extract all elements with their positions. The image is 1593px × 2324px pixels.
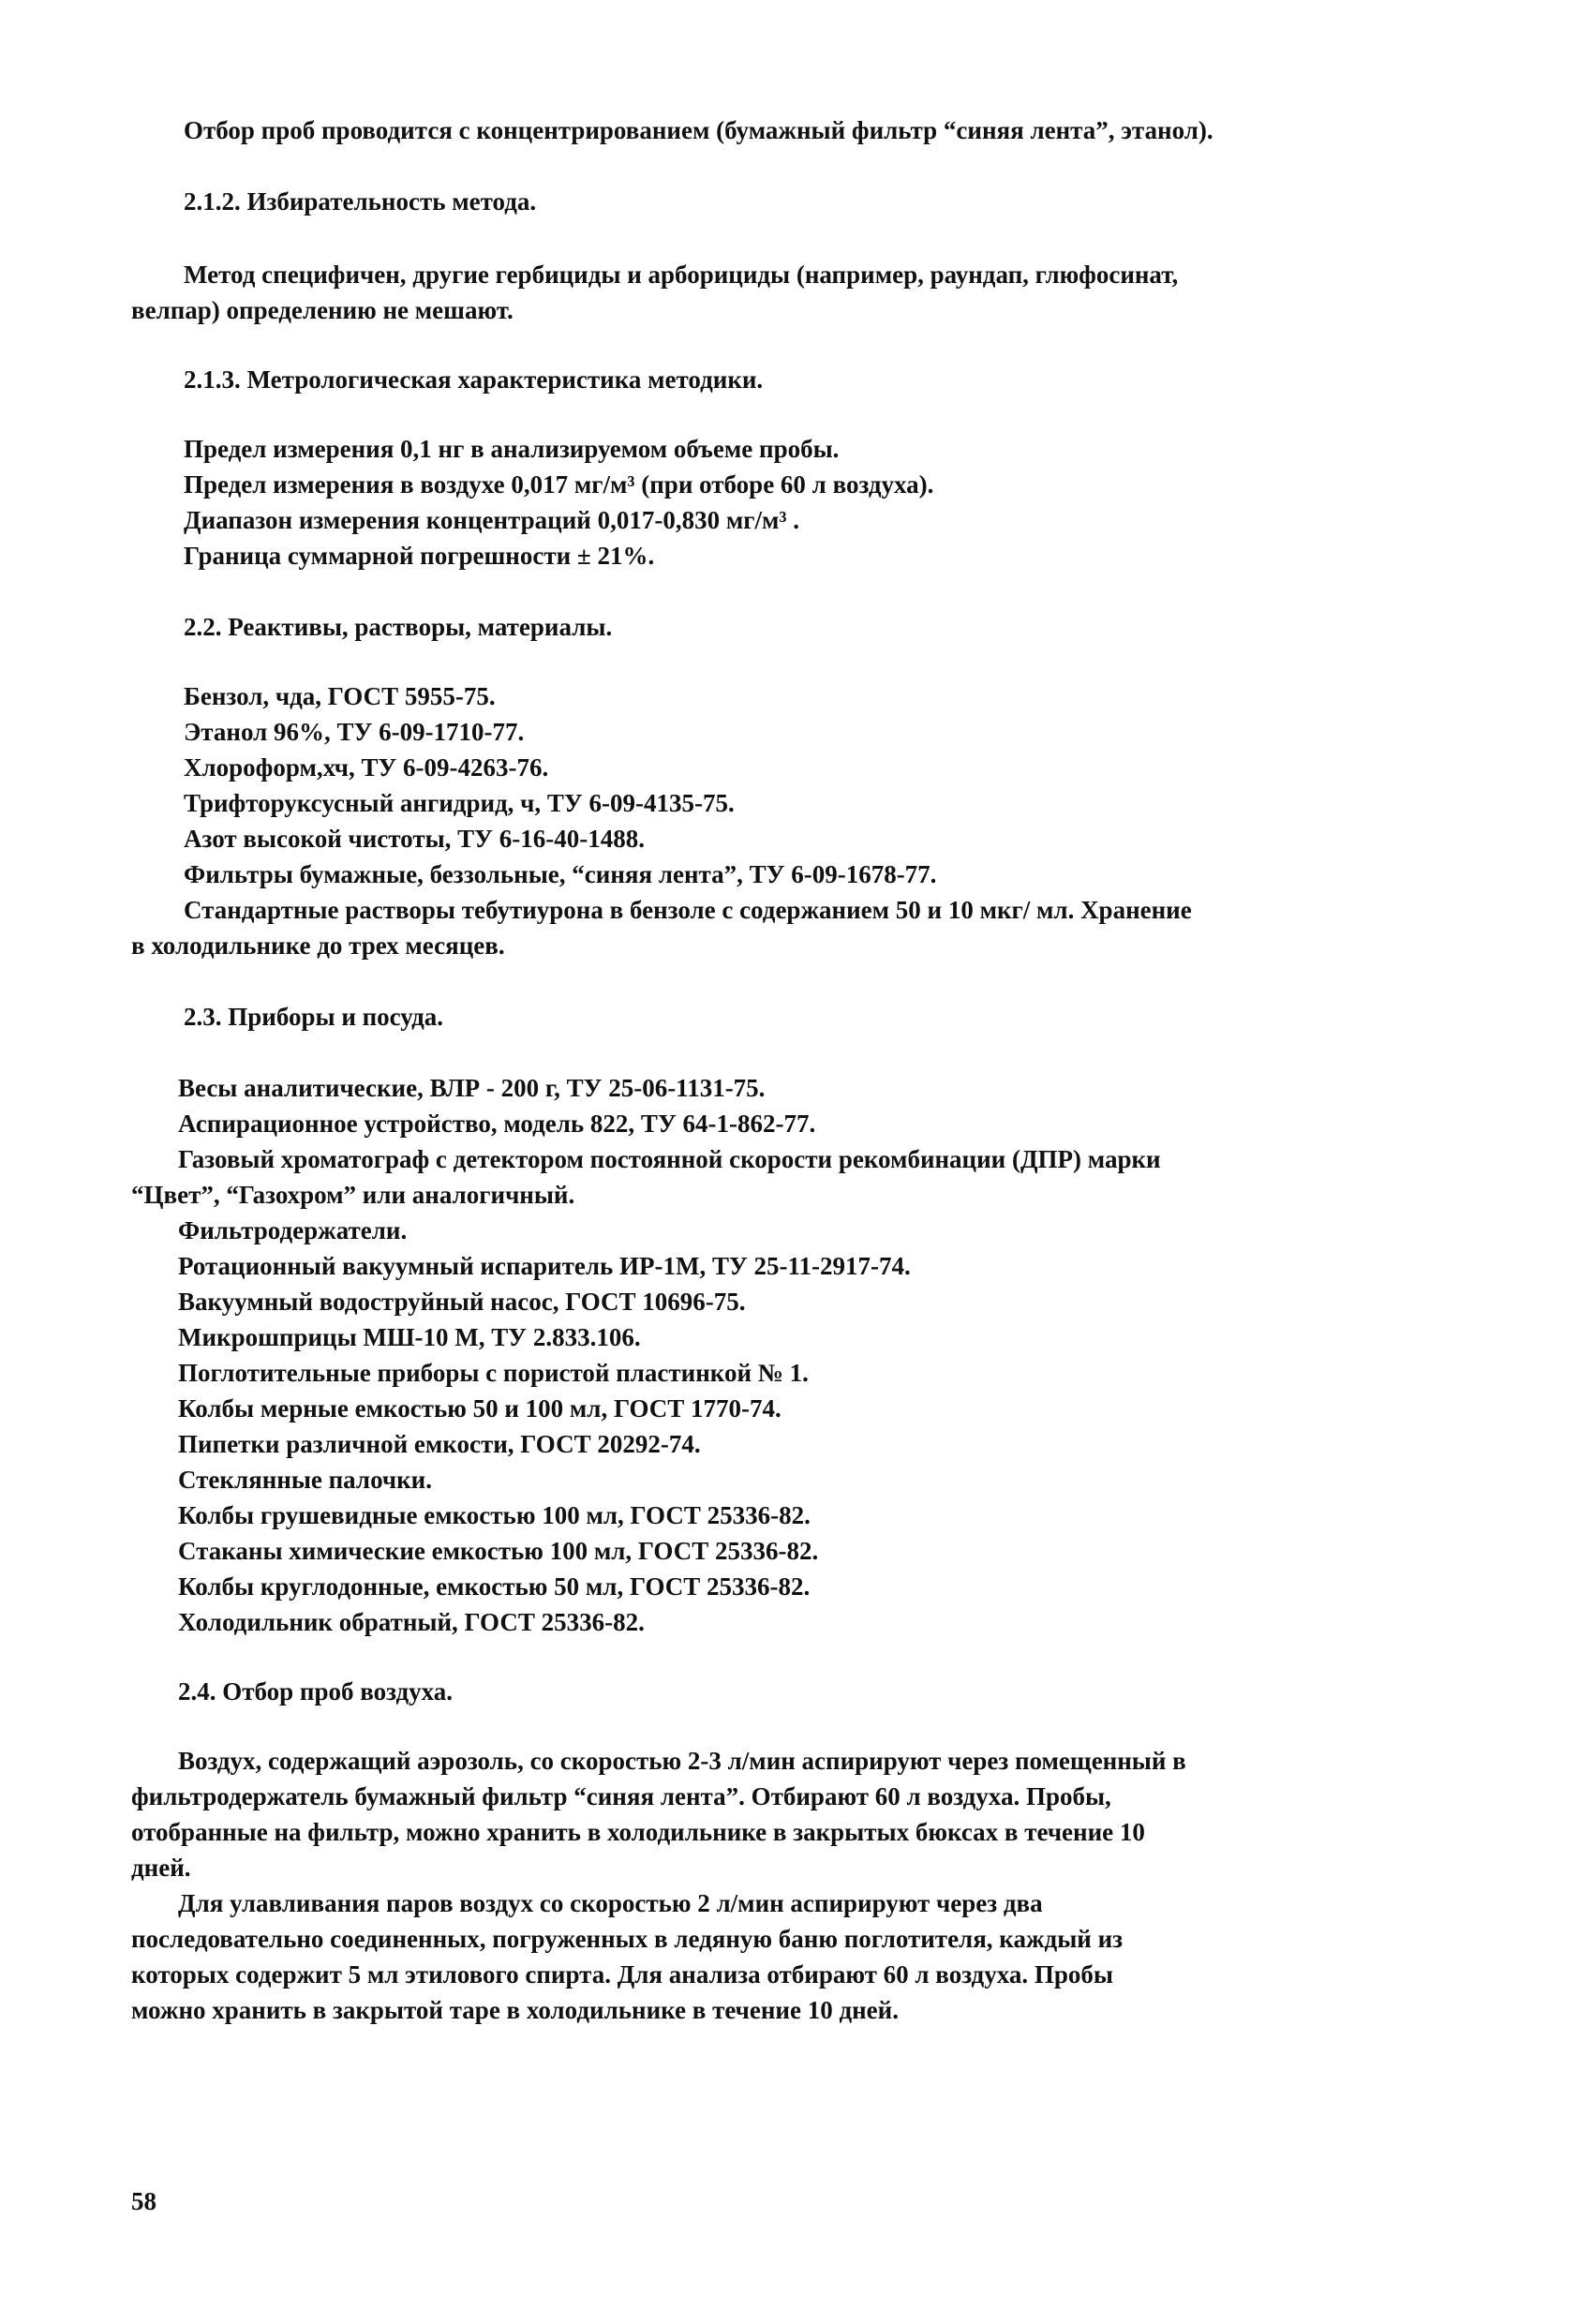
section-heading-2-1-2: 2.1.2. Избирательность метода. — [184, 187, 537, 216]
s213-line-2: Предел измерения в воздухе 0,017 мг/м³ (при отборе 60 л воздуха). — [184, 470, 934, 499]
equipment-item: Весы аналитические, ВЛР - 200 г, ТУ 25-06-1131-75. — [178, 1074, 766, 1102]
equipment-item: Вакуумный водоструйный насос, ГОСТ 10696-75. — [178, 1288, 746, 1316]
reagent-item: Хлороформ,хч, ТУ 6-09-4263-76. — [184, 753, 549, 782]
s213-line-1: Предел измерения 0,1 нг в анализируемом объеме пробы. — [184, 435, 840, 463]
reagent-item: Бензол, чда, ГОСТ 5955-75. — [184, 682, 496, 710]
s24-paragraph-2-line: можно хранить в закрытой таре в холодильнике в течение 10 дней. — [131, 1996, 899, 2024]
s24-paragraph-1-line: отобранные на фильтр, можно хранить в холодильнике в закрытых бюксах в течение 10 — [131, 1818, 1145, 1846]
section-heading-2-2: 2.2. Реактивы, растворы, материалы. — [184, 613, 613, 641]
equipment-item: Газовый хроматограф с детектором постоянной скорости рекомбинации (ДПР) марки — [178, 1145, 1161, 1173]
s24-paragraph-1-line: Воздух, содержащий аэрозоль, со скоростью 2-3 л/мин аспирируют через помещенный в — [178, 1747, 1186, 1775]
equipment-item: Микрошприцы МШ-10 М, ТУ 2.833.106. — [178, 1323, 641, 1351]
equipment-item: Пипетки различной емкости, ГОСТ 20292-74. — [178, 1430, 701, 1458]
reagent-item: Этанол 96%, ТУ 6-09-1710-77. — [184, 718, 525, 746]
reagent-item: Трифторуксусный ангидрид, ч, ТУ 6-09-4135-75. — [184, 789, 735, 817]
equipment-item: Ротационный вакуумный испаритель ИР-1М, ТУ 25-11-2917-74. — [178, 1252, 911, 1280]
equipment-item: Колбы грушевидные емкостью 100 мл, ГОСТ 25336-82. — [178, 1501, 811, 1529]
equipment-item: Стеклянные палочки. — [178, 1466, 432, 1494]
s213-line-3: Диапазон измерения концентраций 0,017-0,830 мг/м³ . — [184, 506, 799, 534]
s24-paragraph-2-line: которых содержит 5 мл этилового спирта. Для анализа отбирают 60 л воздуха. Пробы — [131, 1960, 1113, 1989]
section-heading-2-4: 2.4. Отбор проб воздуха. — [178, 1677, 454, 1706]
equipment-item-continuation: “Цвет”, “Газохром” или аналогичный. — [131, 1181, 575, 1209]
s24-paragraph-2-line: последовательно соединенных, погруженных в ледяную баню поглотителя, каждый из — [131, 1925, 1123, 1953]
reagent-item: Азот высокой чистоты, ТУ 6-16-40-1488. — [184, 825, 645, 853]
reagent-item-continuation: в холодильнике до трех месяцев. — [131, 931, 505, 960]
section-heading-2-3: 2.3. Приборы и посуда. — [184, 1003, 444, 1031]
equipment-item: Стаканы химические емкостью 100 мл, ГОСТ 25336-82. — [178, 1537, 819, 1565]
s212-line-2: велпар) определению не мешают. — [131, 296, 514, 324]
reagent-item: Фильтры бумажные, беззольные, “синяя лента”, ТУ 6-09-1678-77. — [184, 860, 937, 888]
s213-line-4: Граница суммарной погрешности ± 21%. — [184, 542, 655, 570]
s24-paragraph-2-line: Для улавливания паров воздух со скоростью 2 л/мин аспирируют через два — [178, 1889, 1043, 1917]
page-number: 58 — [131, 2187, 156, 2215]
equipment-item: Холодильник обратный, ГОСТ 25336-82. — [178, 1608, 645, 1636]
s24-paragraph-1-line: дней. — [131, 1854, 191, 1882]
reagent-item: Стандартные растворы тебутиурона в бензоле с содержанием 50 и 10 мкг/ мл. Хранение — [184, 896, 1192, 924]
s24-paragraph-1-line: фильтродержатель бумажный фильтр “синяя лента”. Отбирают 60 л воздуха. Пробы, — [131, 1782, 1111, 1810]
intro-line: Отбор проб проводится с концентрированием (бумажный фильтр “синяя лента”, этанол). — [184, 116, 1213, 144]
equipment-item: Колбы мерные емкостью 50 и 100 мл, ГОСТ 1770-74. — [178, 1394, 782, 1423]
equipment-item: Фильтродержатели. — [178, 1216, 408, 1244]
section-heading-2-1-3: 2.1.3. Метрологическая характеристика методики. — [184, 365, 764, 394]
equipment-item: Колбы круглодонные, емкостью 50 мл, ГОСТ 25336-82. — [178, 1572, 811, 1601]
equipment-item: Поглотительные приборы с пористой пластинкой № 1. — [178, 1359, 809, 1387]
equipment-item: Аспирационное устройство, модель 822, ТУ 64-1-862-77. — [178, 1110, 816, 1138]
s212-line-1: Метод специфичен, другие гербициды и арборициды (например, раундап, глюфосинат, — [184, 261, 1179, 289]
